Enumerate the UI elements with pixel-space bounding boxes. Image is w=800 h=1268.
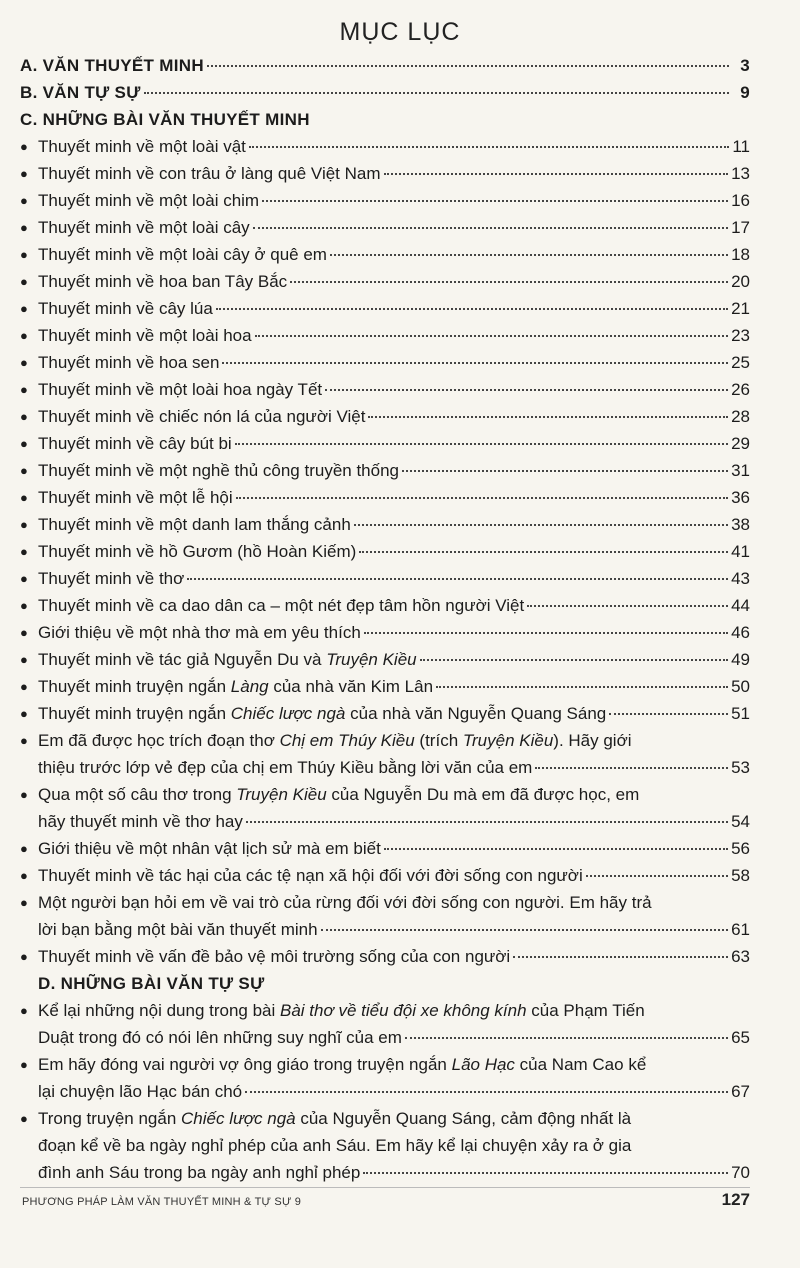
dot-leader xyxy=(527,604,728,607)
page-number: 54 xyxy=(731,812,750,831)
page-title: MỤC LỤC xyxy=(339,18,461,46)
section-label: D. NHỮNG BÀI VĂN TỰ SỰ xyxy=(38,974,265,993)
page-number: 67 xyxy=(731,1082,750,1101)
footer-divider xyxy=(20,1187,750,1188)
footer-book-title: PHƯƠNG PHÁP LÀM VĂN THUYẾT MINH & TỰ SỰ 9 xyxy=(22,1196,302,1208)
entry-text: Qua một số câu thơ trong Truyện Kiều của Nguyễn Du mà em đã được học, em xyxy=(38,785,640,804)
toc-entry xyxy=(20,214,750,241)
entry-text: Thuyết minh về một lễ hội xyxy=(38,488,233,507)
page-number: 53 xyxy=(731,758,750,777)
toc-entry-line1 xyxy=(20,781,750,808)
toc-entry xyxy=(20,295,750,322)
dot-leader xyxy=(535,766,728,769)
entry-text: Thuyết minh về một loài vật xyxy=(38,137,246,156)
toc-entry xyxy=(20,187,750,214)
toc-entry xyxy=(20,484,750,511)
dot-leader xyxy=(187,577,728,580)
toc-section-d xyxy=(20,970,750,997)
page-number: 16 xyxy=(731,191,750,210)
page-number: 49 xyxy=(731,650,750,669)
bullet-icon: ● xyxy=(20,274,28,289)
dot-leader xyxy=(246,820,728,823)
entry-text: Em hãy đóng vai người vợ ông giáo trong truyện ngắn Lão Hạc của Nam Cao kể xyxy=(38,1055,647,1074)
page-number: 26 xyxy=(731,380,750,399)
page-number: 18 xyxy=(731,245,750,264)
dot-leader xyxy=(216,307,728,310)
page-number: 65 xyxy=(731,1028,750,1047)
entry-text: Thuyết minh về cây lúa xyxy=(38,299,213,318)
toc-entry-line2 xyxy=(20,754,750,781)
bullet-icon: ● xyxy=(20,382,28,397)
page-number: 21 xyxy=(731,299,750,318)
toc-entry-line1 xyxy=(20,1105,750,1132)
entry-text: Thuyết minh về tác giả Nguyễn Du và Truyện Kiều xyxy=(38,650,417,669)
toc-entry-line2 xyxy=(20,1024,750,1051)
dot-leader xyxy=(609,712,728,715)
dot-leader xyxy=(290,280,728,283)
toc-entry-line2 xyxy=(20,916,750,943)
entry-text: Giới thiệu về một nhân vật lịch sử mà em biết xyxy=(38,839,381,858)
page-number: 63 xyxy=(731,947,750,966)
toc-entry xyxy=(20,862,750,889)
bullet-icon: ● xyxy=(20,733,28,748)
entry-text: đình anh Sáu trong ba ngày anh nghỉ phép xyxy=(38,1163,361,1182)
dot-leader xyxy=(513,955,728,958)
bullet-icon: ● xyxy=(20,409,28,424)
bullet-icon: ● xyxy=(20,949,28,964)
bullet-icon: ● xyxy=(20,544,28,559)
bullet-icon: ● xyxy=(20,355,28,370)
entry-text: lời bạn bằng một bài văn thuyết minh xyxy=(38,920,318,939)
toc-entry-line2 xyxy=(20,1132,750,1159)
dot-leader xyxy=(405,1036,728,1039)
dot-leader xyxy=(235,442,728,445)
toc-entry xyxy=(20,322,750,349)
dot-leader xyxy=(330,253,728,256)
bullet-icon: ● xyxy=(20,517,28,532)
toc-entry-line2 xyxy=(20,808,750,835)
toc-entry xyxy=(20,241,750,268)
entry-text: Kể lại những nội dung trong bài Bài thơ về tiểu đội xe không kính của Phạm Tiến xyxy=(38,1001,645,1020)
page-number: 70 xyxy=(731,1163,750,1182)
entry-text: Giới thiệu về một nhà thơ mà em yêu thích xyxy=(38,623,361,642)
bullet-icon: ● xyxy=(20,1003,28,1018)
entry-text: Thuyết minh về thơ xyxy=(38,569,185,588)
page-number: 61 xyxy=(731,920,750,939)
page-number: 41 xyxy=(731,542,750,561)
dot-leader xyxy=(368,415,728,418)
toc-entry xyxy=(20,403,750,430)
page-number: 51 xyxy=(731,704,750,723)
page-number: 29 xyxy=(731,434,750,453)
page-number: 38 xyxy=(731,515,750,534)
page-number: 13 xyxy=(731,164,750,183)
dot-leader xyxy=(354,523,728,526)
entry-text: Em đã được học trích đoạn thơ Chị em Thúy Kiều (trích Truyện Kiều). Hãy giới xyxy=(38,731,632,750)
page-number: 44 xyxy=(731,596,750,615)
dot-leader xyxy=(249,145,729,148)
entry-text: Thuyết minh về hoa ban Tây Bắc xyxy=(38,272,288,291)
toc-section-b xyxy=(20,79,750,106)
page-number: 28 xyxy=(731,407,750,426)
dot-leader xyxy=(255,334,729,337)
toc-entry-line3 xyxy=(20,1159,750,1186)
bullet-icon: ● xyxy=(20,247,28,262)
bullet-icon: ● xyxy=(20,787,28,802)
section-c-list xyxy=(20,133,750,646)
bullet-icon: ● xyxy=(20,868,28,883)
dot-leader xyxy=(420,658,728,661)
bullet-icon: ● xyxy=(20,598,28,613)
dot-leader xyxy=(363,1171,728,1174)
entry-text: Thuyết minh về hoa sen xyxy=(38,353,220,372)
dot-leader xyxy=(364,631,728,634)
toc-section-a xyxy=(20,52,750,79)
bullet-icon: ● xyxy=(20,328,28,343)
bullet-icon: ● xyxy=(20,193,28,208)
entry-text: thiệu trước lớp vẻ đẹp của chị em Thúy Kiều bằng lời văn của em xyxy=(38,758,533,777)
entry-text: Thuyết minh về một loài cây ở quê em xyxy=(38,245,327,264)
entry-text: Thuyết minh về một loài chim xyxy=(38,191,260,210)
entry-text: Thuyết minh truyện ngắn Làng của nhà văn Kim Lân xyxy=(38,677,434,696)
bullet-icon: ● xyxy=(20,895,28,910)
page-number: 3 xyxy=(740,56,750,75)
page-number: 25 xyxy=(731,353,750,372)
page-number: 17 xyxy=(731,218,750,237)
toc-entry xyxy=(20,565,750,592)
bullet-icon: ● xyxy=(20,166,28,181)
dot-leader xyxy=(384,847,728,850)
toc-entry xyxy=(20,430,750,457)
entry-text: Thuyết minh về con trâu ở làng quê Việt Nam xyxy=(38,164,381,183)
dot-leader xyxy=(144,91,729,94)
bullet-icon: ● xyxy=(20,490,28,505)
dot-leader xyxy=(402,469,728,472)
page-number: 36 xyxy=(731,488,750,507)
bullet-icon: ● xyxy=(20,625,28,640)
dot-leader xyxy=(384,172,729,175)
bullet-icon: ● xyxy=(20,301,28,316)
toc-entry xyxy=(20,619,750,646)
toc-entry xyxy=(20,133,750,160)
page-number: 23 xyxy=(731,326,750,345)
entry-text: Thuyết minh về một loài hoa ngày Tết xyxy=(38,380,323,399)
toc-entry xyxy=(20,457,750,484)
dot-leader xyxy=(325,388,728,391)
entry-text: Thuyết minh về cây bút bi xyxy=(38,434,232,453)
entry-text: Thuyết minh về vấn đề bảo vệ môi trường sống của con người xyxy=(38,947,511,966)
entry-text: Thuyết minh về hồ Gươm (hồ Hoàn Kiếm) xyxy=(38,542,357,561)
page-number: 46 xyxy=(731,623,750,642)
entry-text: Thuyết minh về tác hại của các tệ nạn xã hội đối với đời sống con người xyxy=(38,866,583,885)
page-number: 11 xyxy=(732,137,750,156)
bullet-icon: ● xyxy=(20,463,28,478)
entry-text: Thuyết minh về một danh lam thắng cảnh xyxy=(38,515,351,534)
table-of-contents xyxy=(20,52,750,1186)
toc-entry-line1 xyxy=(20,1051,750,1078)
section-label: B. VĂN TỰ SỰ xyxy=(20,83,141,102)
bullet-icon: ● xyxy=(20,220,28,235)
page-number: 56 xyxy=(731,839,750,858)
toc-entry xyxy=(20,538,750,565)
dot-leader xyxy=(586,874,728,877)
toc-entry xyxy=(20,511,750,538)
dot-leader xyxy=(359,550,728,553)
dot-leader xyxy=(321,928,729,931)
bullet-icon: ● xyxy=(20,841,28,856)
toc-entry-line1 xyxy=(20,727,750,754)
bullet-icon: ● xyxy=(20,1057,28,1072)
page-number: 43 xyxy=(731,569,750,588)
toc-entry xyxy=(20,646,750,673)
toc-entry-line2 xyxy=(20,1078,750,1105)
page-number: 31 xyxy=(731,461,750,480)
page-number: 50 xyxy=(731,677,750,696)
page-number: 20 xyxy=(731,272,750,291)
toc-entry xyxy=(20,943,750,970)
dot-leader xyxy=(262,199,728,202)
section-label: A. VĂN THUYẾT MINH xyxy=(20,56,204,75)
bullet-icon: ● xyxy=(20,652,28,667)
bullet-icon: ● xyxy=(20,1111,28,1126)
entry-text: Một người bạn hỏi em về vai trò của rừng đối với đời sống con người. Em hãy trả xyxy=(38,893,652,912)
bullet-icon: ● xyxy=(20,679,28,694)
footer-page-number: 127 xyxy=(721,1190,750,1209)
entry-text: Duật trong đó có nói lên những suy nghĩ của em xyxy=(38,1028,402,1047)
dot-leader xyxy=(436,685,728,688)
entry-text: Thuyết minh về một nghề thủ công truyền thống xyxy=(38,461,400,480)
section-label: C. NHỮNG BÀI VĂN THUYẾT MINH xyxy=(20,110,310,129)
entry-text: Thuyết minh truyện ngắn Chiếc lược ngà của nhà văn Nguyễn Quang Sáng xyxy=(38,704,607,723)
dot-leader xyxy=(236,496,728,499)
toc-entry xyxy=(20,592,750,619)
toc-section-c xyxy=(20,106,750,133)
entry-text: Thuyết minh về một loài cây xyxy=(38,218,250,237)
entry-text: lại chuyện lão Hạc bán chó xyxy=(38,1082,243,1101)
bullet-icon: ● xyxy=(20,571,28,586)
toc-entry xyxy=(20,268,750,295)
dot-leader xyxy=(207,64,729,67)
toc-entry xyxy=(20,700,750,727)
toc-entry xyxy=(20,349,750,376)
toc-entry xyxy=(20,835,750,862)
dot-leader xyxy=(245,1090,728,1093)
entry-text: đoạn kể về ba ngày nghỉ phép của anh Sáu. Em hãy kể lại chuyện xảy ra ở gia xyxy=(38,1136,632,1155)
dot-leader xyxy=(253,226,728,229)
toc-entry xyxy=(20,160,750,187)
entry-text: Thuyết minh về chiếc nón lá của người Việt xyxy=(38,407,366,426)
toc-entry-line1 xyxy=(20,997,750,1024)
entry-text: Thuyết minh về một loài hoa xyxy=(38,326,252,345)
bullet-icon: ● xyxy=(20,139,28,154)
toc-entry xyxy=(20,673,750,700)
bullet-icon: ● xyxy=(20,706,28,721)
bullet-icon: ● xyxy=(20,436,28,451)
dot-leader xyxy=(222,361,728,364)
entry-text: Thuyết minh về ca dao dân ca – một nét đẹp tâm hồn người Việt xyxy=(38,596,525,615)
entry-text: Trong truyện ngắn Chiếc lược ngà của Nguyễn Quang Sáng, cảm động nhất là xyxy=(38,1109,632,1128)
page-number: 9 xyxy=(740,83,750,102)
page-number: 58 xyxy=(731,866,750,885)
toc-entry-line1 xyxy=(20,889,750,916)
toc-entry xyxy=(20,376,750,403)
entry-text: hãy thuyết minh về thơ hay xyxy=(38,812,243,831)
